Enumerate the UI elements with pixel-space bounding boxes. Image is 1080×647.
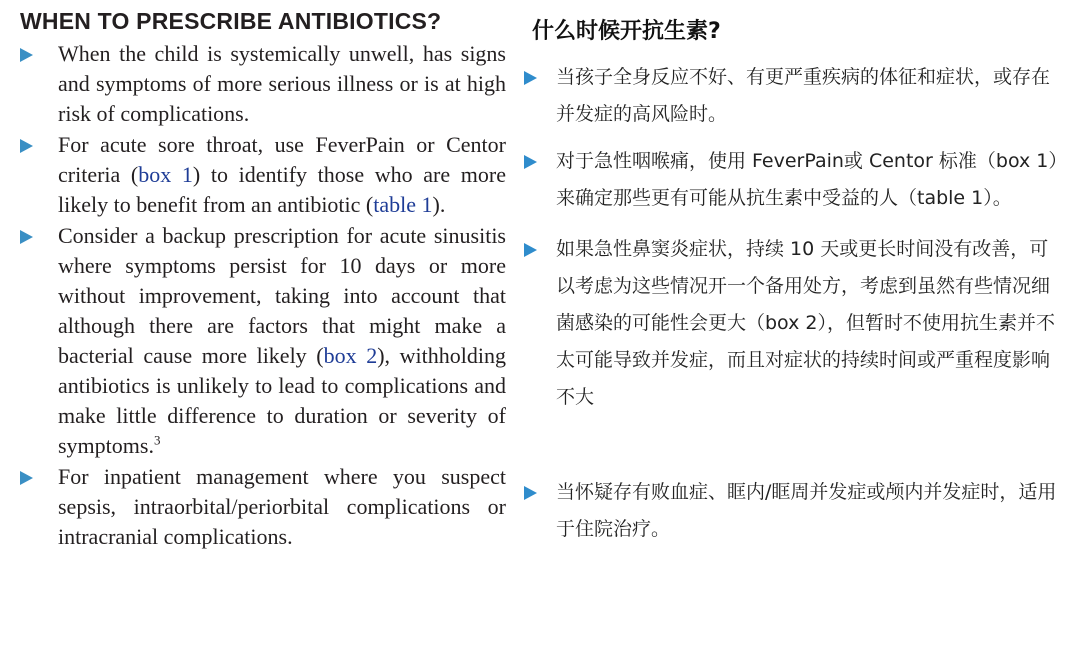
box-2-reference-link[interactable]: box 2: [323, 343, 378, 368]
chinese-bullet-text: 当怀疑存有败血症、眶内/眶周并发症或颅内并发症时，适用于住院治疗。: [556, 481, 1057, 540]
chinese-bullet-item-1: [520, 59, 1060, 133]
triangle-bullet-icon: [20, 48, 33, 62]
english-bullet-text: Consider a backup prescription for acute sinusitis where symptoms persist for 10 days or more without improvement, taking into account that although there are factors that might make a bacterial cause more likely (box 2), withholding antibiotics is unlikely to lead to complications and make little difference to duration or severity of symptoms.$^3$: [58, 223, 506, 458]
english-bullet-text: When the child is systemically unwell, has signs and symptoms of more serious illness or is at high risk of complications.: [58, 41, 506, 126]
table-1-reference-link[interactable]: table 1: [373, 192, 433, 217]
chinese-title: 什么时候开抗生素?: [532, 19, 721, 44]
chinese-bullet-text: 对于急性咽喉痛，使用 FeverPain或 Centor 标准（box 1）来确定那些更有可能从抗生素中受益的人（table 1）。: [556, 150, 1058, 209]
chinese-bullet-item-4: [520, 474, 1060, 548]
english-bullet-text: For inpatient management where you suspect sepsis, intraorbital/periorbital complications or intracranial complications.: [58, 464, 506, 549]
english-bullet-item-1: [14, 39, 506, 129]
chinese-bullet-item-2: [520, 143, 1060, 217]
triangle-bullet-icon: [20, 471, 33, 485]
chinese-bullet-item-3: [520, 231, 1060, 416]
triangle-bullet-icon: [524, 486, 537, 500]
triangle-bullet-icon: [20, 230, 33, 244]
box-1-reference-link[interactable]: box 1: [138, 162, 193, 187]
english-bullet-item-2: [14, 130, 506, 220]
english-title: WHEN TO PRESCRIBE ANTIBIOTICS?: [20, 8, 442, 34]
triangle-bullet-icon: [20, 139, 33, 153]
chinese-column: [520, 14, 1060, 548]
triangle-bullet-icon: [524, 155, 537, 169]
citation-superscript[interactable]: 3: [153, 432, 161, 448]
english-bullet-item-4: [14, 462, 506, 552]
chinese-bullet-text: 当孩子全身反应不好、有更严重疾病的体征和症状，或存在并发症的高风险时。: [556, 66, 1051, 125]
triangle-bullet-icon: [524, 243, 537, 257]
triangle-bullet-icon: [524, 71, 537, 85]
english-column: [14, 8, 506, 553]
english-bullet-item-3: [14, 221, 506, 461]
english-bullet-text: For acute sore throat, use FeverPain or Centor criteria (box 1) to identify those who are more likely to benefit from an antibiotic (table 1).: [58, 132, 506, 217]
chinese-bullet-text: 如果急性鼻窦炎症状，持续 10 天或更长时间没有改善，可以考虑为这些情况开一个备用处方，考虑到虽然有些情况细菌感染的可能性会更大（box 2），但暂时不使用抗生素并不太可能导致并发症，而且对症状的持续时间或严重程度影响不大: [556, 238, 1055, 408]
